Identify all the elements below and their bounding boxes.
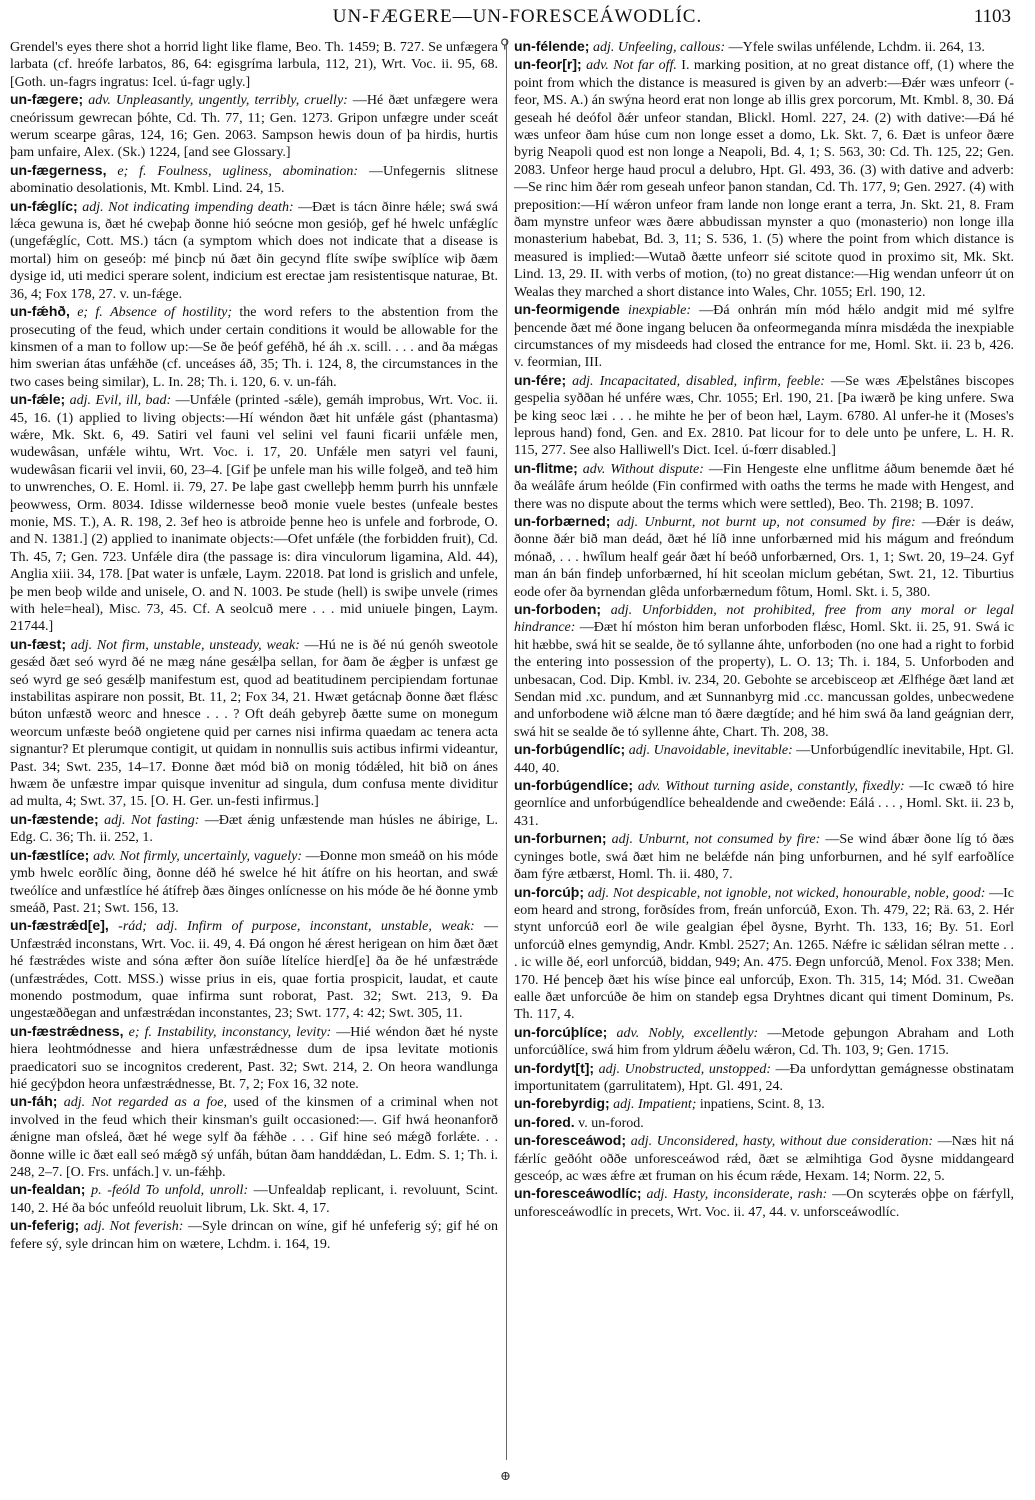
entry-text: Grendel's eyes there shot a horrid light like flame, Beo. Th. 1459; B. 727. Se unfægera larbata (cf. hreófe larbatos, 86, 64: egisgríma larbula, 112, 21), Wrt. Voc. ii. 95, 68. [Goth. un-fagrs ingratus: Icel. ú-fagr ugly.] [10,40,498,90]
entry-text: —Ðá onhrán mín mód hǽlo andgit mid mé sylfre þencende ðæt mé ðone ingang belucen ða onfeormeganda mínra misdǽda the inexpiable circumstances of my misdeeds had closed the entrance for me, Homl. Skt. ii. 23 b, 426. v. feormian, III. [514,303,1014,371]
gloss: Unburnt, not burnt up, not consumed by fire: [644,514,916,530]
dictionary-entry [514,460,1014,513]
column-divider [506,40,507,1460]
gloss: Unfeeling, callous: [617,40,726,55]
part-of-speech: adj. [69,393,92,409]
running-title: UN-FÆGERE—UN-FORESCEÁWODLÍC. [332,6,703,27]
headword: un-forcúþlíce; [514,1023,608,1040]
headword: un-flitme; [514,459,578,476]
gloss: Unavoidable, inevitable: [653,743,793,759]
part-of-speech: e; f. [117,163,147,179]
dictionary-entry [10,811,498,847]
gloss: Nobly, excellently: [648,1025,759,1041]
headword: un-fæstrǽd[e], [10,917,109,934]
dictionary-entry [10,198,498,303]
dictionary-entry [10,917,498,1022]
left-column [10,38,498,1468]
dictionary-entry [514,777,1014,830]
part-of-speech: adv. [637,779,661,795]
gloss: Infirm of purpose, inconstant, unstable, weak: [187,919,475,935]
entry-text: —Ðǽr is deáw, ðonne ðǽr bið man deád, ðæt hé líð inne unforbærned mid his mágum and freóndum mónað, . . . hwîlum healf geár ðæt hí beóð unforbærned, Ors. 1, 1; Swt. 20, 19–24. Gyf man án bán findeþ unforbærned, hí hit sceolan miclum gebétan, Swt. 21, 12. Tiburtius eode ofer ða byrnendan glêda unforbærnedum fôtum, Homl. Skt. i. 5, 380. [514,514,1014,600]
entry-text: —Unforbúgendlíc inevitabile, Hpt. Gl. 440, 40. [514,743,1014,776]
headword: un-feferig; [10,1217,80,1234]
entry-text: inpatiens, Scint. 8, 13. [699,1097,825,1113]
part-of-speech: adj. [613,1097,635,1113]
gloss: inexpiable: [628,303,692,319]
headword: un-feormigende [514,301,620,318]
part-of-speech: -rád; adj. [118,919,178,935]
part-of-speech: adj. [611,832,634,848]
entry-text: —Se wæs Æþelstânes biscopes gespelia syððan hé unfére wæs, Chr. 1055; Erl. 190, 21. [Þa iwærð þe king unfere. Swa þe king seoc læi . . . he mihte he þer of beon hæl, Laym. 6780. Al unfer-he it (Moses's leprous hand) fond, Gen. and Ex. 2810. Þat licour for to dele unto þe unfere, L. H. R. 115, 277. See also Halliwell's Dict. Icel. ú-fœrr disabled.] [514,373,1014,459]
gloss: Not firm, unstable, unsteady, weak: [96,637,300,653]
entry-text: —Hié wéndon ðæt hé nyste hiera leohtmódnesse and hiera unfæstrǽdnesse dum de ipsa levitate motionis praedicatori suo se incognitos crederent, Past. 32; Swt. 214, 2. On heora wandlunga hié gecýþdon heora unfæstrǽdnesse, Bt. 7, 2; Fox 16, 32 note. [10,1024,498,1092]
entry-text: —Ðonne mon smeáð on his móde ymb hwelc eorðlíc ðing, ðonne déð hé swelce hé hit átífre on his heortan, and swǽ tweólíce and unfæstlíce hé átífreþ ðæs ðinges onlícnesse on his móde ðe hé ðonne ymb smeáð, Past. 21; Swt. 156, 13. [10,848,498,916]
gloss: Not indicating impending death: [108,199,294,215]
dictionary-entry [514,1060,1014,1096]
part-of-speech: adv. [586,58,609,74]
entry-text: v. un-forod. [578,1115,644,1131]
headword: un-fǽglíc; [10,197,78,214]
gloss: Incapacitated, disabled, infirm, feeble: [599,373,825,389]
entry-text: —Unfǽle (printed -sǽle), gemáh improbus, Wrt. Voc. ii. 45, 16. (1) applied to living objects:—Hí wéndon ðæt hit unfǽle gást (phantasma) wǽre, Mk. Skt. 6, 49. Satiri vel fauni vel selini vel fauni ficarii unfǽle men, wudewâsan, unfǽle wihtu, Wrt. Voc. i. 17, 20. Unfǽle men satyri vel fauni, wudewâsan ficarii vel invii, 60, 23–4. [Gif þe unfele man his wille folgeð, and teð him to unwrenches, O. E. Homl. ii. 79, 27. Þe laþe gast cwelleþþ hemm þurrh his unnfæle þeowwess, Orm. 8034. Idisse wildernesse beoð monie vuele bestes (unfeale bestes monie, MS. T.), A. R. 198, 2. 3ef heo is atbroide þenne heo is unfele and forbrode, O. and N. 1381.] (2) applied to inanimate objects:—Ofet unfǽle (the forbidden fruit), Cd. Th. 45, 7; Gen. 723. Unfǽle dira (the passage is: dira vinculorum ligamina, Ald. 44), Anglia xiii. 34, 178. [Þat water is unfæle, Laym. 22018. Þat lond is grislich and unfele, þe men beoþ wilde and unisele, O. and N. 1003. Þe stude (hell) is swiþe unvele (rimes with hele=heal), Misc. 73, 45. Cf. A seolcuð mere . . . mid uniuele þingen, Laym. 21744.] [10,393,498,635]
part-of-speech: adj. [628,743,651,759]
dictionary-entry [10,847,498,918]
gloss: Evil, ill, bad: [95,393,172,409]
page-number: 1103 [973,6,1011,27]
gloss: Instability, inconstancy, levity: [157,1024,332,1040]
headword: un-foresceáwod; [514,1132,627,1149]
dictionary-entry [514,1095,1014,1113]
headword: un-fæstlíce; [10,846,90,863]
gloss: Without turning aside, constantly, fixedly: [665,779,905,795]
entry-text: —Unfæstrǽd inconstans, Wrt. Voc. ii. 49, 4. Ðá ongon hé ǽrest herigean on him ðæt ðæt hé fæstrǽdes wiste and sóna æfter ðon suíðe lítelíce hierd[e] ða ðe hé unfæstrǽde (unfæstrǽdes, Cott. MSS.) wisse prius in eis, quae fortia prospicit, laudat, et caute monendo postmodum, quae infirma sunt roborat, Past. 32; Swt. 213, 9. Ða ungestæððegan and unfæstrǽdan inconstantes, 23; Swt. 177, 4: 42; Swt. 305, 11. [10,919,498,1022]
gloss: Not fasting: [130,812,200,828]
headword: un-fæstrǽdness, [10,1022,124,1039]
dictionary-entry [514,1132,1014,1185]
headword: un-forbúgendlíce; [514,777,633,794]
part-of-speech: e; f. [77,305,103,321]
part-of-speech: adv. [93,848,116,864]
entry-text: —Hé ðæt unfægere wera cneórissum gewrecan þóhte, Cd. Th. 77, 11; Gen. 1273. Gripon unfægre under sceát werum scearpe gâras, 124, 16; Gen. 2063. Sampson hewis doun of þa hirdis, hurtis þam unfaire, Alex. (Sk.) 1224, [and see Glossary.] [10,93,498,161]
entry-text: —Unfegernis slitnese abominatio desolationis, Mt. Kmbl. Lind. 24, 15. [10,163,498,197]
dictionary-entry [514,741,1014,777]
gloss: Unconsidered, hasty, without due consideration: [656,1134,934,1150]
part-of-speech: adj. [630,1134,653,1150]
entry-text: —Hú ne is ðé nú genóh sweotole gesǽd ðæt seó wyrd ðé ne mæg náne gesǽlþa sellan, for ðam ðe ǽgþer is unfæst ge seó wyrd ge seó gesǽlþ manifestum est, quod ad beatitudinem percipiendam fortunae instabilitas aspirare non possit, Bt. 11, 2; Fox 34, 21. Hwæt getácnaþ ðonne ðæt flǽsc búton unfæstð weorc and hnesce . . . ? Oft deáh gebyreþ ðætte sume on monegum weorcum unfæste beóð ongietene quid per carnes nisi infirma quaedam ac tenera acta signantur? Et plerumque contigit, ut quidam in nonnullis suis actibus infirmi videantur, Past. 34; Swt. 235, 14–17. Ðonne ðæt mód bið on monig tódǽled, hit bið on ánes hwæm ðe unfæstre impar quisque invenitur ad singula, dum confusa mente dividitur ad multa, 4; Swt. 37, 15. [O. H. Ger. un-festi infirmus.] [10,637,498,810]
headword: un-forburnen; [514,830,607,847]
dictionary-entry [10,38,498,91]
gloss: Without dispute: [610,461,704,477]
part-of-speech: adj. [82,199,104,215]
dictionary-entry [10,303,498,391]
dictionary-entry [10,1093,498,1181]
part-of-speech: adv. [616,1025,640,1041]
gloss: Not feverish: [109,1219,184,1235]
dictionary-entry [10,391,498,636]
part-of-speech: adj. [104,812,126,828]
part-of-speech: adj. [592,40,615,55]
headword: un-feor[r]; [514,56,582,73]
part-of-speech: adj. [646,1187,668,1203]
entry-text: —Metode geþungon Abraham and Loth unforcúðlíce, swá him from yldrum ǽðelu wǽron, Cd. Th. 103, 9; Gen. 1715. [514,1025,1014,1059]
entry-text: the word refers to the abstention from the prosecuting of the feud, which under certain conditions it would be allowable for the kinsmen of a man to follow up:—Se ðe þeóf geféhð, hé áh .x. scill. . . . and ða mǽgas him swerian átas unfǽhðe (cf. unceáses áð, 35; Th. i. 124, 8, the circumstances in the two cases being similar), L. In. 28; Th. i. 120, 6. v. un-fáh. [10,305,498,390]
part-of-speech: adj. [572,373,594,389]
part-of-speech: adj. [598,1061,621,1077]
dictionary-entry [514,372,1014,460]
dictionary-entry [10,1217,498,1253]
dictionary-entry [10,162,498,198]
entry-text: I. marking position, at no great distance off, (1) where the point from which the distance is measured is given by an adverb:—Ðǽr wæs unfeorr (-feor, MS. A.) án swýna heord erat non longe ab illis grex porcorum, Mt. Kmbl. 8, 30. Ðá geseah hé deófol ðǽr unfeor standan, Blickl. Homl. 227, 24. (2) with dative:—Ðá hé wæs unfeor ðam húse cum non longe esset a domo, Lk. Skt. 7, 6. Ðæt is unfeor ðære byrig Neapoli quod est non longe a Neapoli, Bd. 4, 1; S. 563, 30: Cd. Th. 125, 22; Gen. 2083. Unfeor herge haud procul a delubro, Hpt. Gl. 493, 36. (3) with dative and adverb:—Se rinc him ðǽr rom geseah unfeor þanon standan, Cd. Th. 177, 9; Gen. 2927. (4) with preposition:—Hí wǽron unfeor fram lande non longe erant a terra, Jn. Skt. 21, 8. Fram ðam mynstre unfeor wæs ðære abbudissan mynster a quo (monasterio) non longe illa monasterium habebat, Bd. 3, 11; S. 536, 1. (5) where the point from which distance is measured is implied:—Wutað ðætte unfeorr sié scitote quod in proximo sit, Mk. Skt. Lind. 13, 29. II. with verbs of motion, (to) no great distance:—Hig wendan unfeorr út on Wealas they marched a short distance into Wales, Chr. 1055; Erl. 190, 12. [514,58,1014,300]
entry-text: —Syle drincan on wíne, gif hé unfeferig sý; gif hé on fefere sý, syle drincan him on wætere, Lchdm. i. 164, 19. [10,1219,498,1252]
gloss: Unforbidden, not prohibited, free from any moral or legal hindrance: [514,603,1014,636]
dictionary-entry [10,1181,498,1217]
headword: un-forebyrdig; [514,1095,610,1112]
gloss: Impatient; [638,1097,697,1113]
dictionary-entry [514,884,1014,1024]
gloss: Absence of hostility; [110,305,232,321]
part-of-speech: adv. [582,461,606,477]
entry-text: —Ðæt ǽnig unfæstende man húsles ne ábirige, L. Edg. C. 36; Th. ii. 252, 1. [10,812,498,846]
gloss: Hasty, inconsiderate, rash: [672,1187,828,1203]
dictionary-entry [514,56,1014,301]
headword: un-forbúgendlíc; [514,741,626,758]
headword: un-fǽhð, [10,303,70,320]
dictionary-entry [514,830,1014,883]
column-ornament-top: ⚲ [500,36,510,51]
page-header [0,6,1035,32]
entry-text: —Ðæt hí móston him beran unforboden flǽsc, Homl. Skt. ii. 25, 91. Swá ic hit hæbbe, swá hit se sealde, ðe tó syllanne áhte, unforboden (no one had a right to forbid the entering into possession of the property), L. O. 13; Th. i. 184, 5. Unforboden and unbesacan, Cod. Dip. Kmbl. iv. 234, 20. Gebohte se arcebisceop æt Ælfhége ðæt land æt Sendan mid .xc. pundum, and æt Sunnanbyrg mid .cc. mancussan goldes, unbecwedene and unforbodene wið ǽlcne man tó ðære dægtíde; and hé him swá ða land geágnian derr, swá hit se sealde ðe tó syllenne áhte, Chart. Th. 208, 38. [514,620,1014,740]
gloss: Not firmly, uncertainly, vaguely: [119,848,302,864]
headword: un-fæstende; [10,810,99,827]
part-of-speech: e; f. [128,1024,152,1040]
column-ornament-bottom: ⊕ [500,1468,511,1483]
part-of-speech: adv. [88,93,111,109]
dictionary-entry [10,91,498,162]
headword: un-fored. [514,1113,575,1130]
part-of-speech: p. -feóld [91,1183,140,1199]
entry-text: —Fin Hengeste elne unflitme áðum benemde ðæt hé ða weálâfe árum heólde (Fin confirmed with oaths the terms he made with Hengest, and there was no dispute about the terms which were settled), Beo. Th. 2198; B. 1097. [514,461,1014,512]
entry-text: —Se wind ábær ðone líg tó ðæs cyninges botle, swá ðæt him ne belǽfde nán þing unforburnen, and hé sylf earfoðlíce ðam fýre ætbærst, Homl. Th. ii. 480, 7. [514,832,1014,883]
part-of-speech: adj. [587,885,610,901]
dictionary-entry [514,38,1014,56]
dictionary-entry [514,1185,1014,1221]
part-of-speech: adj. [616,514,639,530]
entry-text: —Ic eom heard and strong, forðsídes from, freán unforcúð, Exon. Th. 479, 22; Rä. 63, 2. Hér stynt unforcúð eorl ðe wile gealgian éþel ðysne, Byrht. Th. 133, 16; By. 51. Eorl unforcúð elnes gemyndig, Andr. Kmbl. 2527; An. 1265. Nǽfre ic sǽlidan sélran mette . . . ic wille ðé, eorl unforcúð, biddan, 949; An. 475. Ðegn unforcúð, Menol. Fox 338; Men. 170. Hé þenceþ ðæt his wíse þince eal unforcúþ, Exon. Th. 315, 14; Mód. 31. Cweðan ealle ðæt unforcúðe ðe him on standeþ egsa Dryhtnes dicant qui timent Dominum, Ps. Th. 117, 4. [514,885,1014,1023]
gloss: Foulness, ugliness, abomination: [157,163,359,179]
gloss: Not despicable, not ignoble, not wicked, honourable, noble, good: [612,885,986,901]
entry-text: —Ða unfordyttan gemágnesse obstinatam importunitatem (garrulitatem), Hpt. Gl. 491, 24. [514,1061,1014,1094]
gloss: Unpleasantly, ungently, terribly, cruelly: [116,93,348,109]
headword: un-forbærned; [514,512,611,529]
headword: un-fordyt[t]; [514,1059,595,1076]
right-column [514,38,1014,1468]
gloss: To unfold, unroll: [145,1183,249,1199]
dictionary-entry [10,636,498,811]
gloss: Unburnt, not consumed by fire: [638,832,821,848]
gloss: Unobstructed, unstopped: [624,1061,772,1077]
headword: un-fáh; [10,1093,58,1110]
gloss: Not far off. [613,58,677,74]
entry-text: —Ic cwæð tó hire geornlíce and unforbúgendlíce behealdende and cweðende: Eálá . . . , Homl. Skt. ii. 23 b, 431. [514,779,1014,829]
headword: un-fæst; [10,635,66,652]
entry-text: used of the kinsmen of a criminal when not involved in the feud which their kinsman's guilt occasioned:—. Gif hwá heonanforð ǽnigne man ofsleá, ðæt hé wege sylf ða fǽhðe . . . Gif hine seó mǽgð forlǽte. . . ðonne wille ic ðæt eall seó mǽgð sý unfáh, bútan ðam handdǽdan, L. Edm. S. 1; Th. i. 248, 2–7. [O. Frs. unfách.] v. un-fǽhþ. [10,1095,498,1180]
gloss: Not regarded as a foe, [91,1095,227,1111]
dictionary-entry [10,1023,498,1094]
headword: un-forboden; [514,601,602,617]
entry-text: —Yfele swilas unfélende, Lchdm. ii. 264, 13. [728,40,985,55]
headword: un-fægerness, [10,161,107,178]
entry-text: —Næs hit ná fǽrlíc geðóht oððe unforesceáwod rǽd, ðæt se ælmihtiga God ðysne middangeard gesceóp, ac wæs ǽfre æt fruman on his écum rǽde, Hexam. 14; Norm. 22, 5. [514,1134,1014,1184]
headword: un-fægere; [10,91,84,108]
part-of-speech: adj. [83,1219,106,1235]
headword: un-forcúþ; [514,883,584,900]
headword: un-félende; [514,38,590,54]
dictionary-entry [514,513,1014,601]
dictionary-entry [514,1024,1014,1060]
headword: un-foresceáwodlíc; [514,1185,642,1202]
entry-text: —Ðæt is tácn ðinre hǽle; swá swá lǽca gewuna is, ðæt hé cweþaþ ðonne hió seócne mon gesióþ, gef hé hwelc unfǽglíc (ungefǽglíc, Cott. MS.) tácn (a symptom which does not indicate that a disease is mortal) him on geseóþ: mé þincþ nú ðæt ðin gecynd flíte swíþe swíþlíce wiþ ðæm dysige id, uti medici sperare solent, indicium est erectae jam resistentisque naturae, Bt. 36, 4; Fox 178, 27. v. un-fǽge. [10,199,498,302]
headword: un-fealdan; [10,1181,86,1198]
headword: un-fére; [514,371,567,388]
dictionary-entry [514,301,1014,372]
part-of-speech: adj. [610,603,633,618]
headword: un-fǽle; [10,391,66,408]
dictionary-entry [514,601,1014,741]
dictionary-entry [514,1114,1014,1132]
entry-text: —Unfealdaþ replicant, i. revoluunt, Scint. 140, 2. Hé ða bóc unfeóld reuoluit librum, Lk. Skt. 4, 17. [10,1183,498,1216]
part-of-speech: adj. [63,1095,86,1111]
entry-text: —On scyterǽs oþþe on fǽrfyll, unforesceáwodlíc in precets, Wrt. Voc. ii. 47, 44. v. unforsceáwodlíc. [514,1187,1014,1220]
part-of-speech: adj. [70,637,93,653]
